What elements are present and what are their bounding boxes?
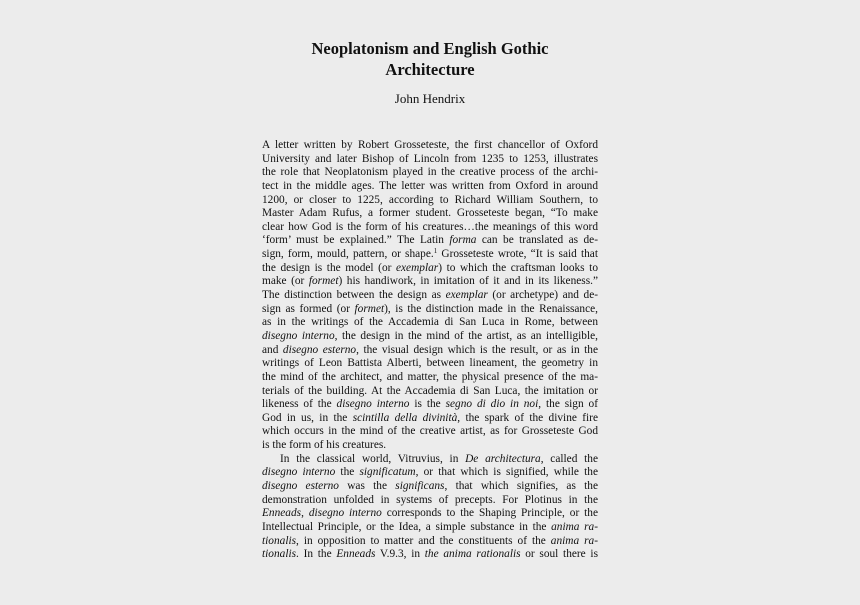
text-line <box>262 439 598 453</box>
text-run: , called the <box>540 452 598 465</box>
body-text <box>262 139 598 562</box>
text-line <box>262 316 598 330</box>
italic-term: exemplar <box>395 261 439 274</box>
text-run: demonstration unfolded in systems of precepts. For Plotinus in the <box>262 493 598 506</box>
italic-term: disegno interno <box>308 507 382 520</box>
text-run: was the <box>338 480 396 493</box>
text-run: clear how God is the form of his creatures…the meanings of this word <box>262 220 598 233</box>
italic-term: disegno interno <box>262 329 335 342</box>
text-line <box>262 412 598 426</box>
text-line <box>262 330 598 344</box>
italic-term: disegno esterno <box>282 343 357 356</box>
italic-term: significatum <box>359 466 416 479</box>
text-run: , in opposition to matter and the constituents of the <box>296 534 551 547</box>
text-line <box>262 166 598 180</box>
text-run: , the sign of <box>538 398 598 411</box>
text-run: as in the writings of the Accademia di San Luca in Rome, between <box>262 316 598 329</box>
italic-term: De architectura <box>465 452 541 465</box>
text-line <box>262 548 598 562</box>
text-line <box>262 194 598 208</box>
text-line <box>262 139 598 153</box>
text-line <box>262 371 598 385</box>
text-line <box>262 385 598 399</box>
text-line <box>262 535 598 549</box>
italic-term: Enneads <box>262 507 302 520</box>
text-line <box>262 221 598 235</box>
text-line <box>262 289 598 303</box>
text-run: can be translated as de- <box>476 234 598 247</box>
author-name: John Hendrix <box>394 91 466 106</box>
title-line-1: Neoplatonism and English Gothic <box>311 39 549 58</box>
text-run: , or that which is signified, while the <box>415 466 598 479</box>
text-run: the role that Neoplatonism played in the creative process of the archi- <box>262 166 598 179</box>
text-line <box>262 466 598 480</box>
text-line <box>262 234 598 248</box>
text-run: corresponds to the Shaping Principle, or the <box>381 507 598 520</box>
title-line-2: Architecture <box>385 60 475 79</box>
italic-term: the anima rationalis <box>424 548 521 561</box>
text-run: which occurs in the mind of the creative artist, as for Grosseteste God <box>262 425 598 438</box>
footnote-ref: 1 <box>433 247 438 256</box>
italic-term: formet <box>354 302 385 315</box>
text-line <box>262 262 598 276</box>
text-run: , <box>301 507 309 520</box>
italic-term: forma <box>449 234 477 247</box>
text-line <box>262 207 598 221</box>
text-line <box>262 344 598 358</box>
text-line <box>262 425 598 439</box>
text-run: (or archetype) and de- <box>487 289 599 302</box>
text-run: The distinction between the design as <box>262 289 446 302</box>
text-run: is the form of his creatures. <box>262 439 387 452</box>
italic-term: scintilla della divinità <box>352 411 458 424</box>
text-run: Intellectual Principle, or the Idea, a simple substance in the <box>262 520 552 533</box>
paper-title <box>200 38 660 80</box>
text-line <box>262 494 598 508</box>
text-run: terials of the building. At the Accademia di San Luca, the imitation or <box>262 384 598 397</box>
text-run: ‘form’ must be explained.” The Latin <box>262 234 450 247</box>
text-run: is the <box>409 398 446 411</box>
text-line <box>262 357 598 371</box>
text-run: Grosseteste wrote, “It is said that <box>437 248 598 261</box>
italic-term: disegno esterno <box>262 480 339 493</box>
text-run: , the spark of the divine fire <box>457 411 598 424</box>
italic-term: significans <box>395 480 445 493</box>
italic-term: exemplar <box>445 289 488 302</box>
italic-term: anima ra- <box>550 534 598 547</box>
italic-term: tionalis <box>262 548 297 561</box>
italic-term: formet <box>308 275 339 288</box>
text-run: Master Adam Rufus, a former student. Grosseteste began, “To make <box>262 207 598 220</box>
text-run: the <box>335 466 360 479</box>
italic-term: disegno interno <box>262 466 336 479</box>
text-run: V.9.3, in <box>375 548 425 561</box>
text-line <box>262 180 598 194</box>
text-line <box>262 275 598 289</box>
italic-term: anima ra- <box>551 520 598 533</box>
italic-term: segno di dio in noi <box>445 398 539 411</box>
italic-term: Enneads <box>336 548 376 561</box>
text-run: , that which signifies, as the <box>444 480 598 493</box>
text-run: writings of Leon Battista Alberti, between lineament, the geometry in <box>262 357 598 370</box>
text-run: 1200, or closer to 1225, according to Richard William Southern, to <box>262 193 598 206</box>
text-line <box>262 398 598 412</box>
text-line <box>262 453 598 467</box>
text-run: University and later Bishop of Lincoln from 1235 to 1253, illustrates <box>262 152 598 165</box>
text-run: , the visual design which is the result, or as in the <box>356 343 598 356</box>
text-run: ) his handiwork, in imitation of it and in its likeness.” <box>338 275 598 288</box>
text-line <box>262 521 598 535</box>
text-run: tect in the middle ages. The letter was written from Oxford in around <box>262 179 598 192</box>
text-run: sign, form, mould, pattern, or shape. <box>262 248 434 261</box>
text-line <box>262 303 598 317</box>
text-run: the design is the model (or <box>262 261 396 274</box>
text-line <box>262 248 598 262</box>
italic-term: disegno interno <box>336 398 410 411</box>
text-run: In the classical world, Vitruvius, in <box>280 452 466 465</box>
text-run: ), is the distinction made in the Renaissance, <box>384 302 599 315</box>
text-run: ) to which the craftsman looks to <box>438 261 599 274</box>
italic-term: tionalis <box>262 534 297 547</box>
text-run: the mind of the architect, and matter, the physical presence of the ma- <box>262 370 598 383</box>
text-run: , the design in the mind of the artist, as an intelligible, <box>334 329 598 342</box>
text-run: . In the <box>296 548 337 561</box>
text-run: make (or <box>262 275 309 288</box>
text-run: or soul there is <box>520 548 598 561</box>
text-run: sign as formed (or <box>262 302 355 315</box>
text-run: A letter written by Robert Grosseteste, the first chancellor of Oxford <box>262 139 598 151</box>
text-run: God in us, in the <box>262 411 353 424</box>
text-run: and <box>262 343 283 356</box>
text-line <box>262 153 598 167</box>
text-run: likeness of the <box>262 398 337 411</box>
text-line <box>262 507 598 521</box>
text-line <box>262 480 598 494</box>
